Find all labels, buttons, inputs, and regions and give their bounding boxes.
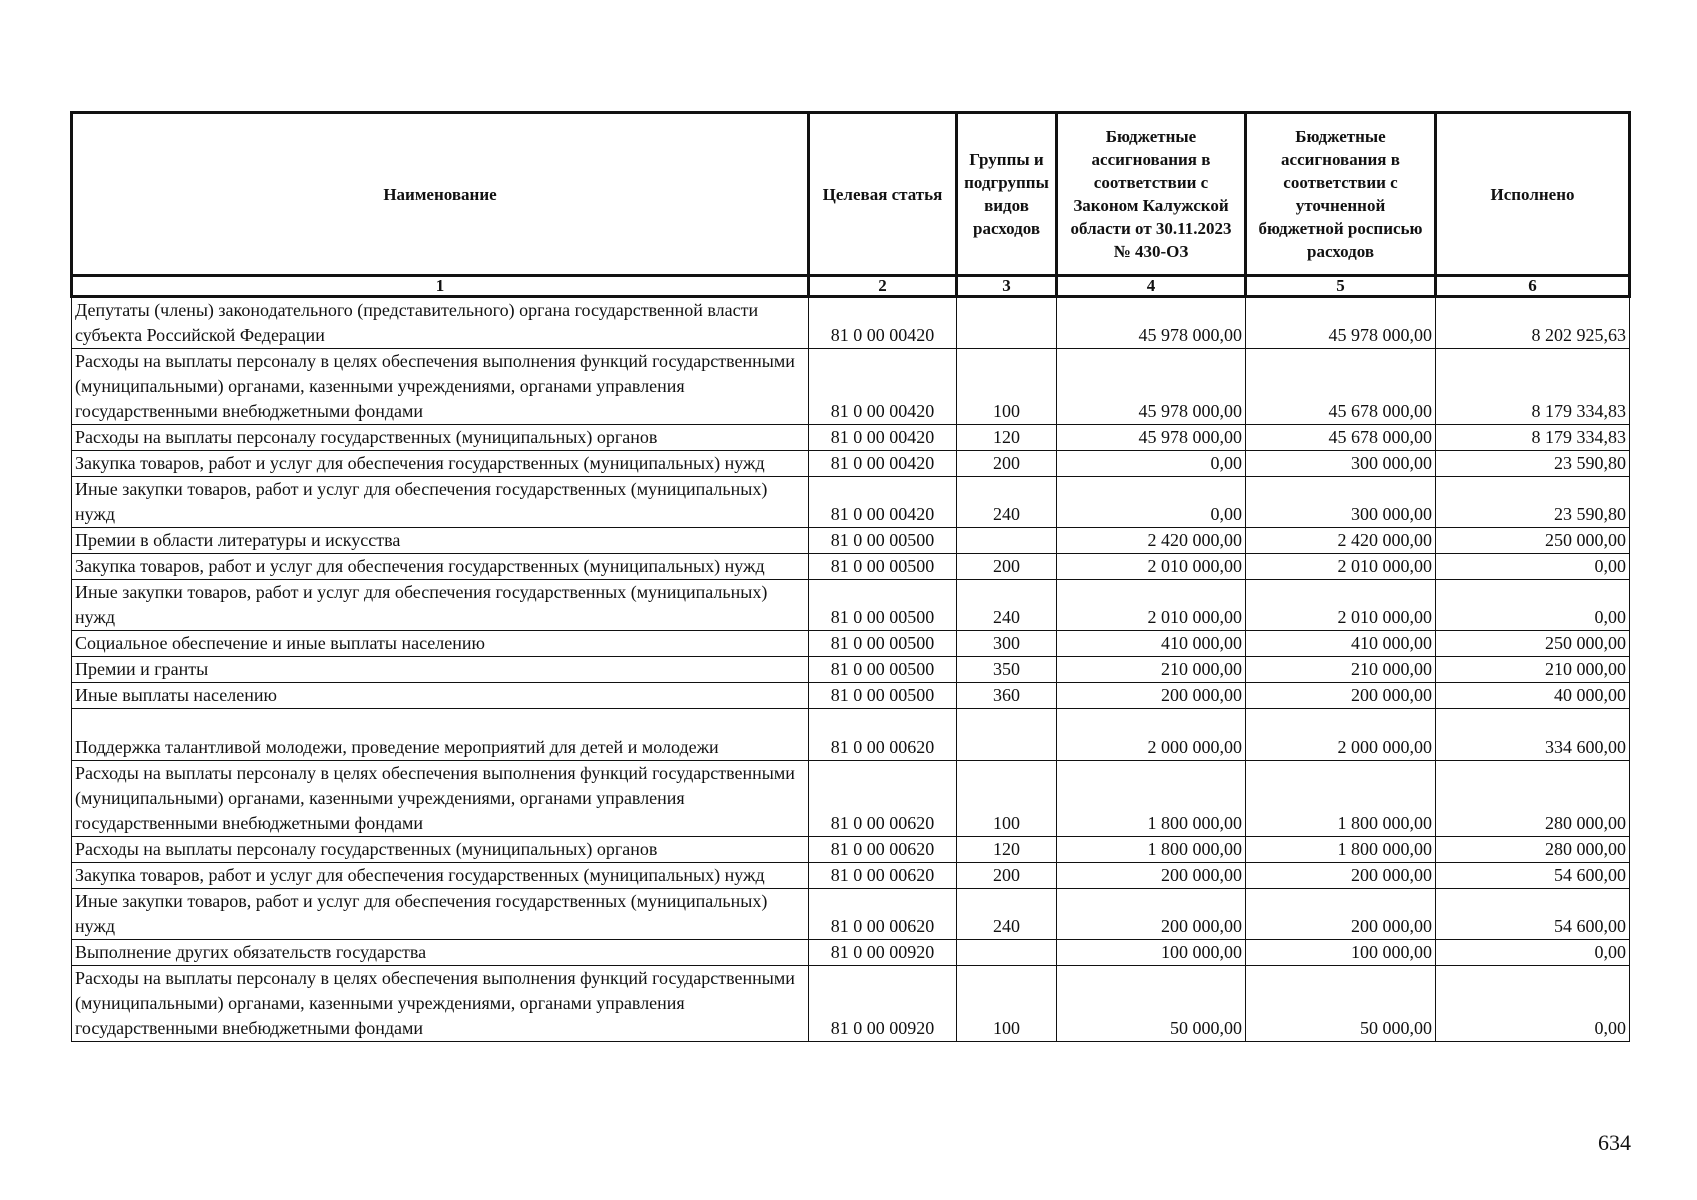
table-row [72, 451, 1630, 477]
table-row [72, 966, 1630, 1042]
row-expense-group: 100 [957, 761, 1057, 837]
row-name: Закупка товаров, работ и услуг для обеспечения государственных (муниципальных) нужд [72, 554, 809, 580]
row-name: Выполнение других обязательств государства [72, 940, 809, 966]
row-name: Закупка товаров, работ и услуг для обеспечения государственных (муниципальных) нужд [72, 451, 809, 477]
row-law-amount: 200 000,00 [1057, 683, 1246, 709]
header-name: Наименование [72, 113, 809, 276]
row-name: Закупка товаров, работ и услуг для обеспечения государственных (муниципальных) нужд [72, 863, 809, 889]
row-executed-amount: 23 590,80 [1436, 477, 1630, 528]
column-number: 3 [957, 276, 1057, 297]
header-law-allocations: Бюджетные ассигнования в соответствии с Законом Калужской области от 30.11.2023 № 430-ОЗ [1057, 113, 1246, 276]
row-expense-group: 200 [957, 863, 1057, 889]
row-target-article: 81 0 00 00620 [809, 889, 957, 940]
row-target-article: 81 0 00 00500 [809, 657, 957, 683]
row-executed-amount: 8 202 925,63 [1436, 297, 1630, 349]
row-target-article: 81 0 00 00500 [809, 580, 957, 631]
row-expense-group: 240 [957, 580, 1057, 631]
row-revised-amount: 45 978 000,00 [1246, 297, 1436, 349]
row-law-amount: 200 000,00 [1057, 889, 1246, 940]
table-row [72, 580, 1630, 631]
row-expense-group [957, 297, 1057, 349]
row-target-article: 81 0 00 00920 [809, 940, 957, 966]
row-revised-amount: 2 000 000,00 [1246, 709, 1436, 761]
row-law-amount: 45 978 000,00 [1057, 425, 1246, 451]
table-row [72, 863, 1630, 889]
row-expense-group [957, 940, 1057, 966]
row-name: Расходы на выплаты персоналу в целях обеспечения выполнения функций государственными (муниципальными) органами, казенными учреждениями, органами управления государственными внебюджетными фондами [72, 349, 809, 425]
table-row [72, 837, 1630, 863]
row-executed-amount: 0,00 [1436, 580, 1630, 631]
row-revised-amount: 45 678 000,00 [1246, 349, 1436, 425]
row-revised-amount: 100 000,00 [1246, 940, 1436, 966]
row-target-article: 81 0 00 00420 [809, 297, 957, 349]
row-target-article: 81 0 00 00420 [809, 477, 957, 528]
header-target-article: Целевая статья [809, 113, 957, 276]
row-law-amount: 45 978 000,00 [1057, 349, 1246, 425]
row-name: Расходы на выплаты персоналу государственных (муниципальных) органов [72, 837, 809, 863]
row-name: Депутаты (члены) законодательного (представительного) органа государственной власти субъекта Российской Федерации [72, 297, 809, 349]
row-expense-group: 120 [957, 425, 1057, 451]
row-expense-group: 240 [957, 477, 1057, 528]
row-revised-amount: 300 000,00 [1246, 477, 1436, 528]
table-row [72, 631, 1630, 657]
row-executed-amount: 40 000,00 [1436, 683, 1630, 709]
row-name: Расходы на выплаты персоналу государственных (муниципальных) органов [72, 425, 809, 451]
row-law-amount: 0,00 [1057, 451, 1246, 477]
header-row [72, 113, 1630, 276]
row-target-article: 81 0 00 00620 [809, 761, 957, 837]
row-executed-amount: 0,00 [1436, 966, 1630, 1042]
row-expense-group: 120 [957, 837, 1057, 863]
table-row [72, 683, 1630, 709]
table-row [72, 297, 1630, 349]
row-revised-amount: 50 000,00 [1246, 966, 1436, 1042]
row-law-amount: 2 000 000,00 [1057, 709, 1246, 761]
row-law-amount: 2 010 000,00 [1057, 580, 1246, 631]
row-law-amount: 2 420 000,00 [1057, 528, 1246, 554]
row-expense-group [957, 528, 1057, 554]
row-law-amount: 1 800 000,00 [1057, 761, 1246, 837]
row-target-article: 81 0 00 00500 [809, 631, 957, 657]
row-target-article: 81 0 00 00620 [809, 863, 957, 889]
row-executed-amount: 210 000,00 [1436, 657, 1630, 683]
row-law-amount: 200 000,00 [1057, 863, 1246, 889]
row-expense-group: 300 [957, 631, 1057, 657]
row-revised-amount: 1 800 000,00 [1246, 761, 1436, 837]
row-expense-group: 360 [957, 683, 1057, 709]
row-law-amount: 0,00 [1057, 477, 1246, 528]
row-expense-group [957, 709, 1057, 761]
row-target-article: 81 0 00 00500 [809, 683, 957, 709]
column-number: 6 [1436, 276, 1630, 297]
row-executed-amount: 8 179 334,83 [1436, 425, 1630, 451]
row-law-amount: 50 000,00 [1057, 966, 1246, 1042]
row-executed-amount: 250 000,00 [1436, 631, 1630, 657]
row-executed-amount: 280 000,00 [1436, 837, 1630, 863]
row-revised-amount: 200 000,00 [1246, 863, 1436, 889]
row-revised-amount: 200 000,00 [1246, 683, 1436, 709]
budget-execution-table [70, 111, 1631, 1042]
header-revised-allocations: Бюджетные ассигнования в соответствии с уточненной бюджетной росписью расходов [1246, 113, 1436, 276]
row-law-amount: 45 978 000,00 [1057, 297, 1246, 349]
table-row [72, 425, 1630, 451]
row-executed-amount: 0,00 [1436, 554, 1630, 580]
row-law-amount: 210 000,00 [1057, 657, 1246, 683]
row-name: Премии и гранты [72, 657, 809, 683]
table-row [72, 709, 1630, 761]
row-name: Иные выплаты населению [72, 683, 809, 709]
row-expense-group: 350 [957, 657, 1057, 683]
row-name: Премии в области литературы и искусства [72, 528, 809, 554]
row-name: Социальное обеспечение и иные выплаты населению [72, 631, 809, 657]
row-executed-amount: 250 000,00 [1436, 528, 1630, 554]
row-law-amount: 410 000,00 [1057, 631, 1246, 657]
row-expense-group: 100 [957, 349, 1057, 425]
row-name: Расходы на выплаты персоналу в целях обеспечения выполнения функций государственными (муниципальными) органами, казенными учреждениями, органами управления государственными внебюджетными фондами [72, 966, 809, 1042]
row-target-article: 81 0 00 00620 [809, 709, 957, 761]
row-revised-amount: 200 000,00 [1246, 889, 1436, 940]
row-expense-group: 200 [957, 451, 1057, 477]
header-expense-groups: Группы и подгруппы видов расходов [957, 113, 1057, 276]
table-row [72, 554, 1630, 580]
row-executed-amount: 54 600,00 [1436, 863, 1630, 889]
table-row [72, 889, 1630, 940]
row-name: Иные закупки товаров, работ и услуг для обеспечения государственных (муниципальных) нужд [72, 889, 809, 940]
row-name: Поддержка талантливой молодежи, проведение мероприятий для детей и молодежи [72, 709, 809, 761]
row-target-article: 81 0 00 00620 [809, 837, 957, 863]
row-target-article: 81 0 00 00920 [809, 966, 957, 1042]
row-law-amount: 2 010 000,00 [1057, 554, 1246, 580]
row-revised-amount: 2 420 000,00 [1246, 528, 1436, 554]
table-row [72, 477, 1630, 528]
header-executed: Исполнено [1436, 113, 1630, 276]
row-name: Иные закупки товаров, работ и услуг для обеспечения государственных (муниципальных) нужд [72, 580, 809, 631]
row-executed-amount: 334 600,00 [1436, 709, 1630, 761]
row-executed-amount: 280 000,00 [1436, 761, 1630, 837]
row-executed-amount: 0,00 [1436, 940, 1630, 966]
row-target-article: 81 0 00 00420 [809, 425, 957, 451]
row-target-article: 81 0 00 00500 [809, 554, 957, 580]
row-revised-amount: 210 000,00 [1246, 657, 1436, 683]
row-expense-group: 100 [957, 966, 1057, 1042]
row-revised-amount: 300 000,00 [1246, 451, 1436, 477]
row-revised-amount: 2 010 000,00 [1246, 580, 1436, 631]
table-row [72, 528, 1630, 554]
column-number: 4 [1057, 276, 1246, 297]
row-executed-amount: 8 179 334,83 [1436, 349, 1630, 425]
column-number-row [72, 276, 1630, 297]
table-row [72, 761, 1630, 837]
column-number: 2 [809, 276, 957, 297]
row-executed-amount: 23 590,80 [1436, 451, 1630, 477]
row-law-amount: 1 800 000,00 [1057, 837, 1246, 863]
row-revised-amount: 1 800 000,00 [1246, 837, 1436, 863]
row-law-amount: 100 000,00 [1057, 940, 1246, 966]
table-row [72, 940, 1630, 966]
row-name: Расходы на выплаты персоналу в целях обеспечения выполнения функций государственными (муниципальными) органами, казенными учреждениями, органами управления государственными внебюджетными фондами [72, 761, 809, 837]
page-number: 634 [1598, 1130, 1631, 1155]
row-target-article: 81 0 00 00420 [809, 349, 957, 425]
row-target-article: 81 0 00 00420 [809, 451, 957, 477]
row-name: Иные закупки товаров, работ и услуг для обеспечения государственных (муниципальных) нужд [72, 477, 809, 528]
table-row [72, 349, 1630, 425]
row-expense-group: 200 [957, 554, 1057, 580]
row-expense-group: 240 [957, 889, 1057, 940]
row-revised-amount: 410 000,00 [1246, 631, 1436, 657]
row-executed-amount: 54 600,00 [1436, 889, 1630, 940]
row-revised-amount: 2 010 000,00 [1246, 554, 1436, 580]
column-number: 1 [72, 276, 809, 297]
row-revised-amount: 45 678 000,00 [1246, 425, 1436, 451]
column-number: 5 [1246, 276, 1436, 297]
row-target-article: 81 0 00 00500 [809, 528, 957, 554]
table-row [72, 657, 1630, 683]
